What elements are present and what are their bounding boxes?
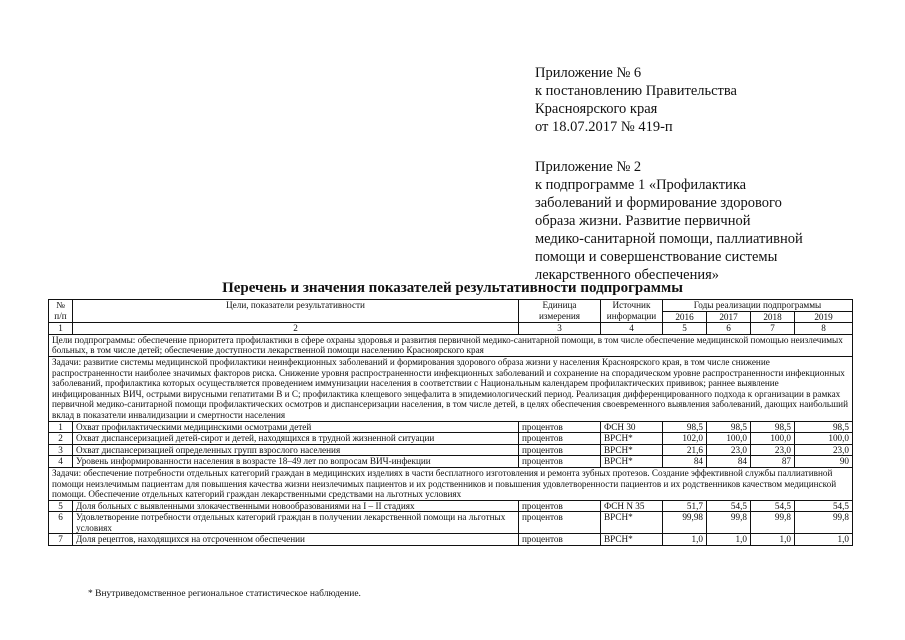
indicator-name: Удовлетворение потребности отдельных категорий граждан в получении лекарственной помощи на льготных условиях	[73, 512, 519, 534]
document-title: Перечень и значения показателей результативности подпрограммы	[222, 280, 683, 296]
row-number: 7	[49, 534, 73, 546]
subannex-line: Приложение № 2	[535, 159, 642, 175]
indicator-value: 1,0	[707, 534, 751, 546]
indicator-name: Уровень информированности населения в возрасте 18–49 лет по вопросам ВИЧ-инфекции	[73, 456, 519, 468]
indicator-name: Охват диспансеризацией определенных групп взрослого населения	[73, 444, 519, 456]
indicator-value: 98,5	[707, 421, 751, 433]
footnote: * Внутриведомственное региональное статистическое наблюдение.	[88, 589, 361, 599]
annex-line: от 18.07.2017 № 419-п	[535, 119, 673, 135]
col-number: 7	[751, 323, 795, 335]
annex-line: Приложение № 6	[535, 65, 642, 81]
indicators-table	[48, 299, 853, 546]
indicator-value: 98,5	[751, 421, 795, 433]
header-unit: Единица измерения	[519, 300, 601, 323]
row-number: 5	[49, 500, 73, 512]
col-number: 6	[707, 323, 751, 335]
col-number: 8	[795, 323, 853, 335]
table-row	[49, 433, 853, 445]
row-number: 2	[49, 433, 73, 445]
table-row	[49, 421, 853, 433]
indicator-value: 23,0	[795, 444, 853, 456]
row-number: 6	[49, 512, 73, 534]
indicator-unit: процентов	[519, 456, 601, 468]
subannex-line: заболеваний и формирование здорового	[535, 195, 782, 211]
col-number: 4	[601, 323, 663, 335]
indicator-value: 100,0	[795, 433, 853, 445]
header-year: 2019	[795, 311, 853, 323]
indicator-unit: процентов	[519, 444, 601, 456]
col-number: 3	[519, 323, 601, 335]
indicator-source: ВРСН*	[601, 512, 663, 534]
indicator-unit: процентов	[519, 421, 601, 433]
indicator-value: 54,5	[751, 500, 795, 512]
table-row	[49, 534, 853, 546]
annex-line: Красноярского края	[535, 101, 658, 117]
indicator-value: 98,5	[795, 421, 853, 433]
annex-header	[535, 64, 865, 284]
indicator-value: 90	[795, 456, 853, 468]
table-row	[49, 444, 853, 456]
indicator-value: 99,8	[707, 512, 751, 534]
indicator-source: ФСН N 35	[601, 500, 663, 512]
indicator-value: 99,8	[751, 512, 795, 534]
col-number: 2	[73, 323, 519, 335]
indicator-value: 102,0	[663, 433, 707, 445]
header-source: Источник информации	[601, 300, 663, 323]
indicator-value: 1,0	[751, 534, 795, 546]
header-year: 2017	[707, 311, 751, 323]
task-row: Задачи: обеспечение потребности отдельных категорий граждан в медицинских изделиях в части бесплатного изготовления и ремонта зубных протезов. Создание эффективной службы паллиативной помощи неизлечимым пациентам для повышения качества жизни неизлечимых пациентов и их родственников и повышения удовлетворенности пациентов и их родственников качеством медицинской помощи. Обеспечение отдельных категорий граждан лекарственными средствами на льготных условиях	[49, 467, 853, 500]
col-number: 5	[663, 323, 707, 335]
indicator-value: 51,7	[663, 500, 707, 512]
row-number: 4	[49, 456, 73, 468]
indicator-value: 99,98	[663, 512, 707, 534]
indicator-unit: процентов	[519, 500, 601, 512]
indicator-value: 84	[707, 456, 751, 468]
indicator-name: Доля больных с выявленными злокачественными новообразованиями на I – II стадиях	[73, 500, 519, 512]
indicator-unit: процентов	[519, 534, 601, 546]
row-number: 1	[49, 421, 73, 433]
indicator-unit: процентов	[519, 512, 601, 534]
subannex-line: образа жизни. Развитие первичной	[535, 213, 751, 229]
header-year: 2016	[663, 311, 707, 323]
indicator-source: ВРСН*	[601, 456, 663, 468]
indicator-value: 84	[663, 456, 707, 468]
indicator-value: 1,0	[663, 534, 707, 546]
indicator-value: 54,5	[795, 500, 853, 512]
header-year: 2018	[751, 311, 795, 323]
table-row	[49, 512, 853, 534]
indicator-value: 21,6	[663, 444, 707, 456]
subannex-line: медико-санитарной помощи, паллиативной	[535, 231, 803, 247]
indicator-source: ВРСН*	[601, 433, 663, 445]
header-goals: Цели, показатели результативности	[73, 300, 519, 323]
indicator-value: 98,5	[663, 421, 707, 433]
header-num: № п/п	[49, 300, 73, 323]
row-number: 3	[49, 444, 73, 456]
indicator-value: 99,8	[795, 512, 853, 534]
indicator-unit: процентов	[519, 433, 601, 445]
indicator-name: Доля рецептов, находящихся на отсроченном обеспечении	[73, 534, 519, 546]
indicator-name: Охват профилактическими медицинскими осмотрами детей	[73, 421, 519, 433]
indicator-value: 23,0	[707, 444, 751, 456]
indicator-name: Охват диспансеризацией детей-сирот и детей, находящихся в трудной жизненной ситуации	[73, 433, 519, 445]
indicator-value: 100,0	[751, 433, 795, 445]
table-row	[49, 500, 853, 512]
header-years-group: Годы реализации подпрограммы	[663, 300, 853, 312]
subannex-line: к подпрограмме 1 «Профилактика	[535, 177, 747, 193]
indicator-value: 23,0	[751, 444, 795, 456]
indicator-group-1	[49, 421, 853, 467]
indicator-source: ВРСН*	[601, 444, 663, 456]
indicator-value: 100,0	[707, 433, 751, 445]
goal-row: Цели подпрограммы: обеспечение приоритета профилактики в сфере охраны здоровья и развития первичной медико-санитарной помощи, в том числе обеспечение медицинской помощью неизлечимых больных, в том числе детей; обеспечение доступности лекарственной помощи населению Красноярского края	[49, 334, 853, 356]
indicator-value: 1,0	[795, 534, 853, 546]
col-number: 1	[49, 323, 73, 335]
indicator-value: 87	[751, 456, 795, 468]
annex-line: к постановлению Правительства	[535, 83, 737, 99]
indicator-source: ФСН 30	[601, 421, 663, 433]
indicator-source: ВРСН*	[601, 534, 663, 546]
indicator-value: 54,5	[707, 500, 751, 512]
subannex-line: лекарственного обеспечения»	[535, 267, 720, 283]
indicator-group-2	[49, 500, 853, 545]
subannex-line: помощи и совершенствование системы	[535, 249, 778, 265]
table-row	[49, 456, 853, 468]
task-row: Задачи: развитие системы медицинской профилактики неинфекционных заболеваний и формирования здорового образа жизни у населения Красноярского края, в том числе снижение распространенности наиболее значимых факторов риска. Снижение уровня распространенности инфекционных заболеваний и сохранение на спорадическом уровне распространенности инфекционных заболеваний, профилактика которых осуществляется проведением иммунизации населения в соответствии с Национальным календарем профилактических прививок; раннее выявление инфицированных ВИЧ, острыми вирусными гепатитами В и С; профилактика клещевого энцефалита в эпидемиологический период. Реализация дифференцированного подхода к организации в рамках первичной медико-санитарной помощи профилактических осмотров и диспансеризации населения, в том числе детей, в целях обеспечения своевременного выявления заболеваний, дающих наибольший вклад в показатели инвалидизации и смертности населения	[49, 356, 853, 421]
